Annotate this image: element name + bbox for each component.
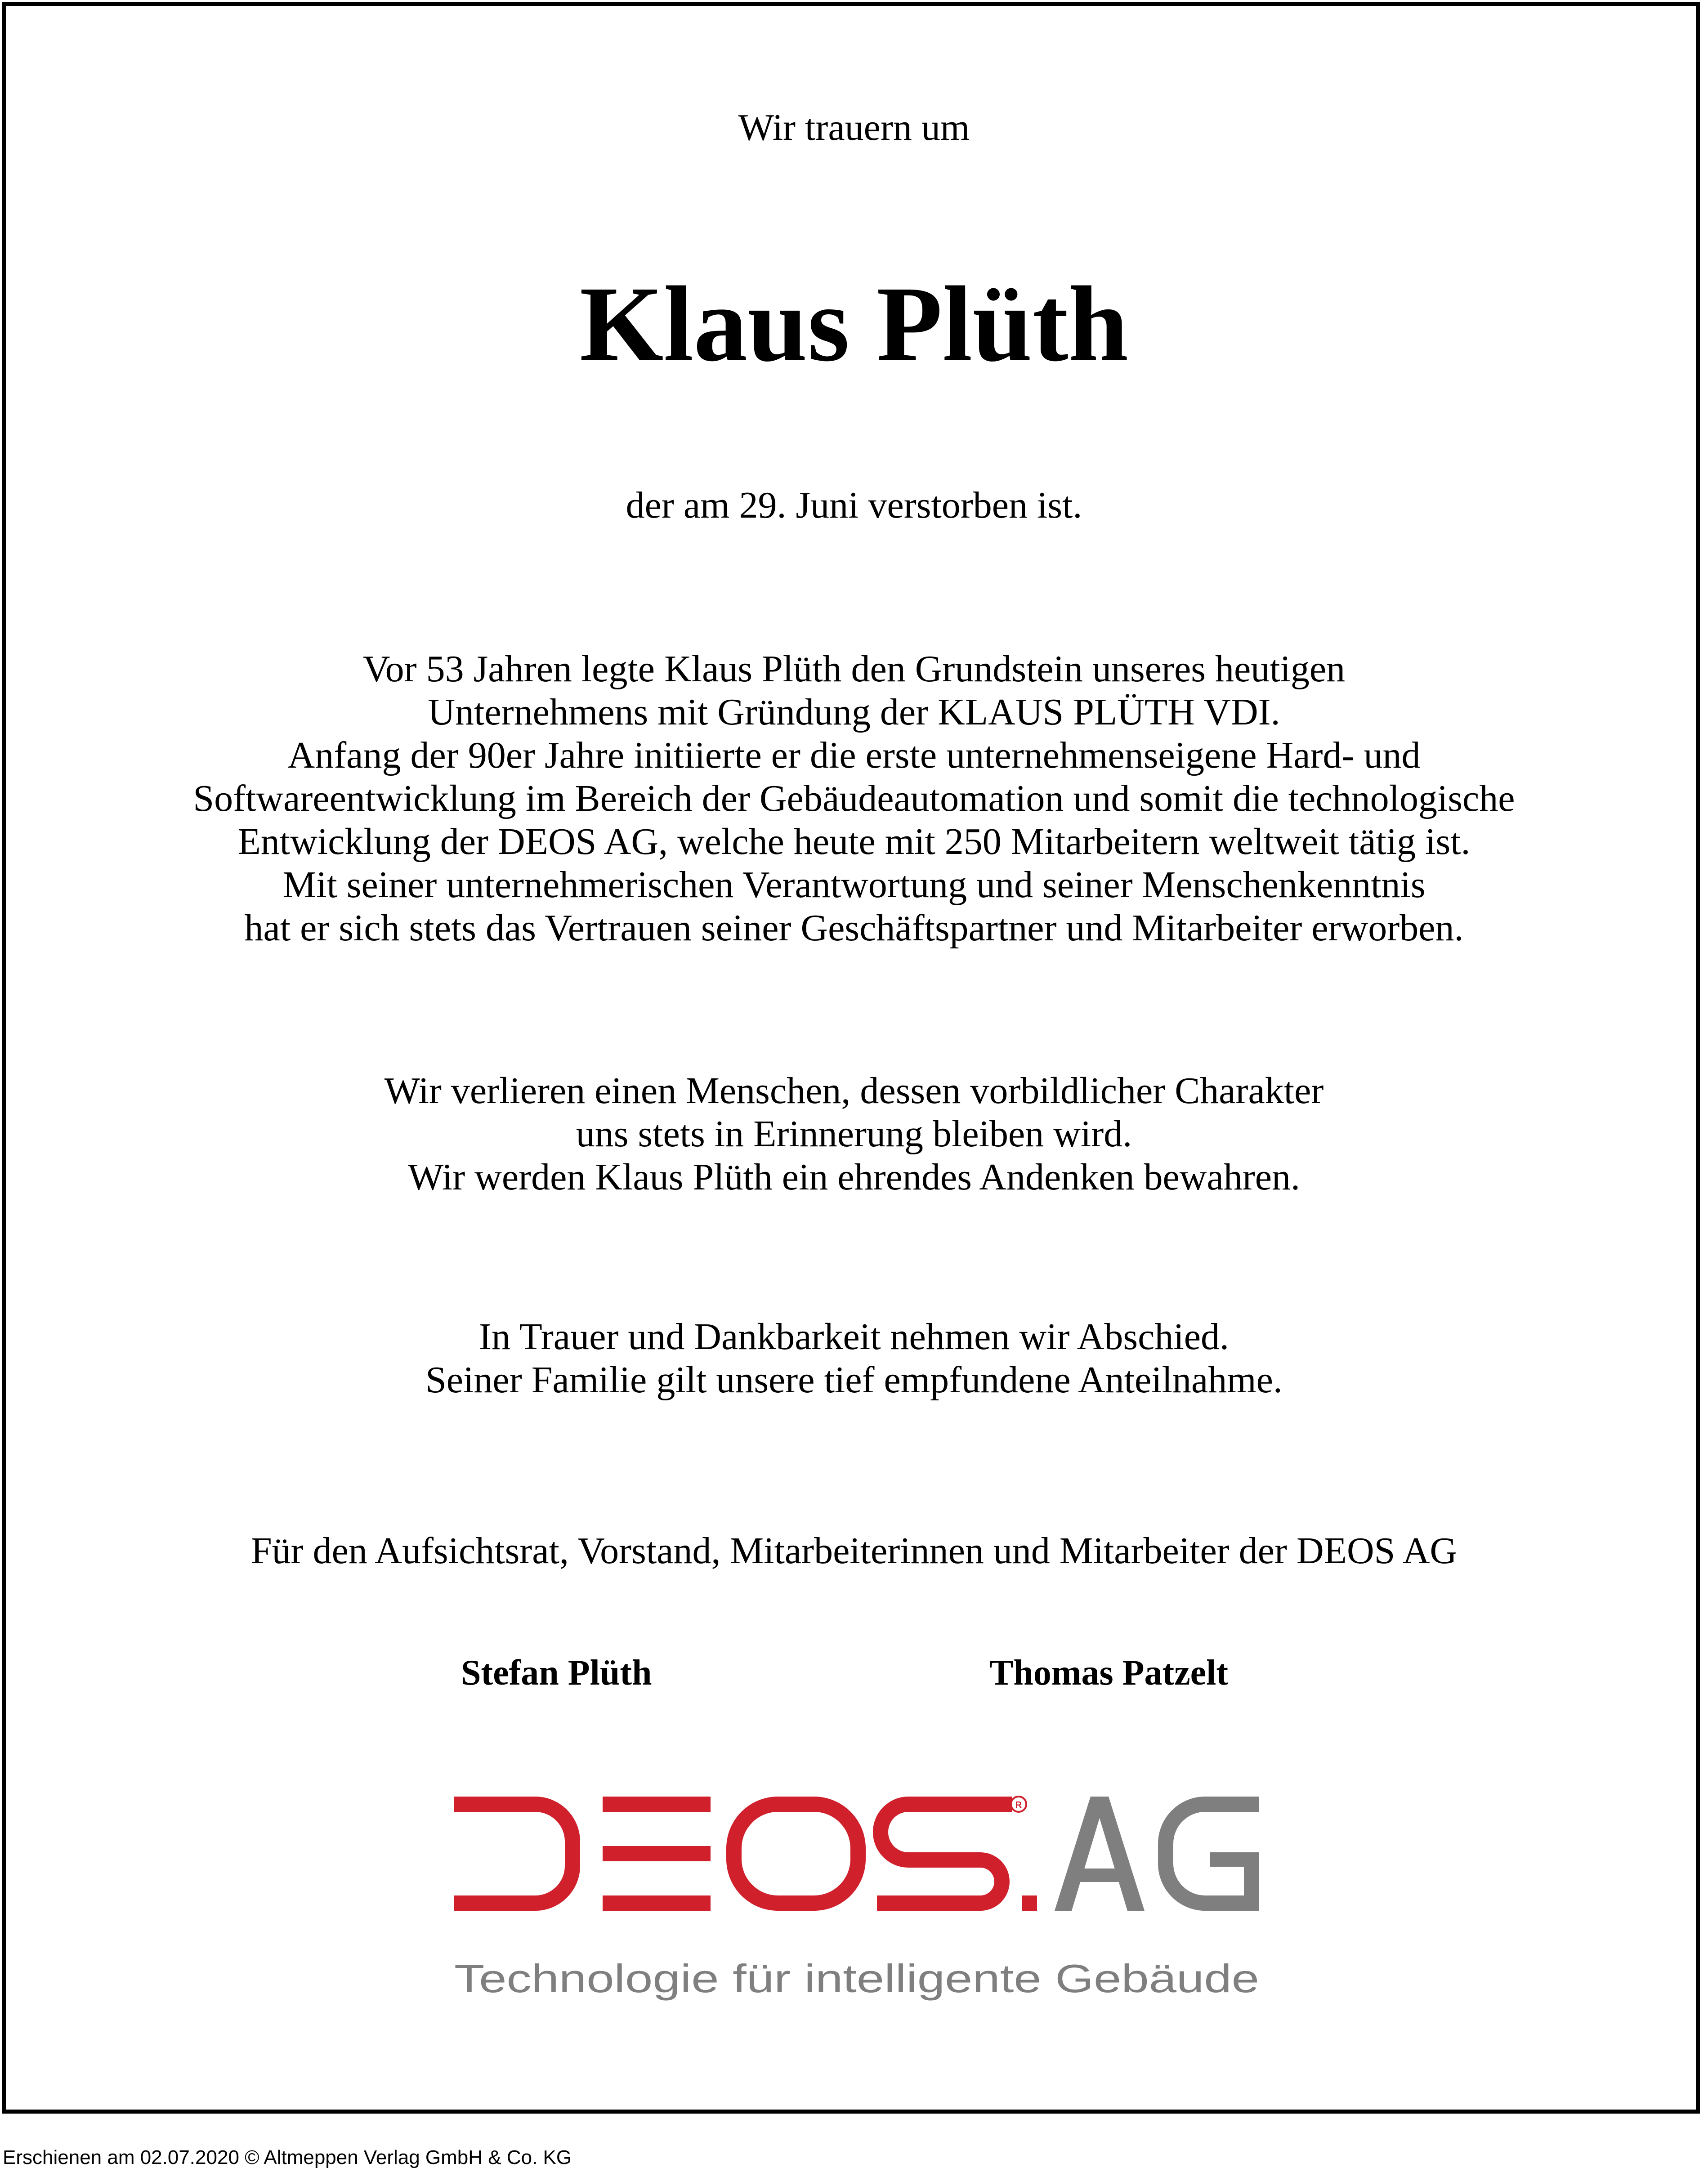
publication-footer: Erschienen am 02.07.2020 © Altmeppen Verlag GmbH & Co. KG [3,2146,572,2168]
paragraph-farewell [0,1315,1708,1402]
paragraph-line: Wir werden Klaus Plüth ein ehrendes Andenken bewahren. [407,1156,1300,1198]
paragraph-line: Unternehmens mit Gründung der KLAUS PLÜTH VDI. [428,691,1280,733]
paragraph-line: hat er sich stets das Vertrauen seiner Geschäftspartner und Mitarbeiter erworben. [244,907,1464,949]
deceased-name: Klaus Plüth [579,264,1129,384]
paragraph-line: Vor 53 Jahren legte Klaus Plüth den Grundstein unseres heutigen [362,648,1346,690]
intro-text: Wir trauern um [738,107,970,148]
deos-ag-logo [454,1781,1259,2033]
signatory-right: Thomas Patzelt [989,1653,1229,1693]
paragraph-remembrance [0,1069,1708,1199]
paragraph-line: Wir verlieren einen Menschen, dessen vorbildlicher Charakter [384,1070,1324,1112]
paragraph-line: Entwicklung der DEOS AG, welche heute mit 250 Mitarbeitern weltweit tätig ist. [237,821,1471,863]
svg-text:R: R [1015,1800,1022,1810]
paragraph-line: Seiner Familie gilt unsere tief empfundene Anteilnahme. [425,1359,1283,1401]
paragraph-line: In Trauer und Dankbarkeit nehmen wir Abschied. [479,1316,1229,1358]
paragraph-line: uns stets in Erinnerung bleiben wird. [576,1113,1132,1155]
paragraph-line: Anfang der 90er Jahre initiierte er die erste unternehmenseigene Hard- und [287,734,1421,776]
paragraph-line: Softwareentwicklung im Bereich der Gebäudeautomation und somit die technologische [193,778,1515,819]
logo-wordmark-deos [454,1797,1037,1911]
paragraph-history [0,648,1708,950]
on-behalf-line: Für den Aufsichtsrat, Vorstand, Mitarbeiterinnen und Mitarbeiter der DEOS AG [250,1530,1458,1572]
registered-mark-icon [1011,1797,1026,1812]
logo-wordmark-ag [1055,1797,1259,1911]
logo-tagline: Technologie für intelligente Gebäude [454,1956,1259,2001]
signatory-left: Stefan Plüth [461,1653,652,1693]
death-date-line: der am 29. Juni verstorben ist. [626,484,1082,526]
paragraph-line: Mit seiner unternehmerischen Verantwortung und seiner Menschenkenntnis [282,864,1426,906]
